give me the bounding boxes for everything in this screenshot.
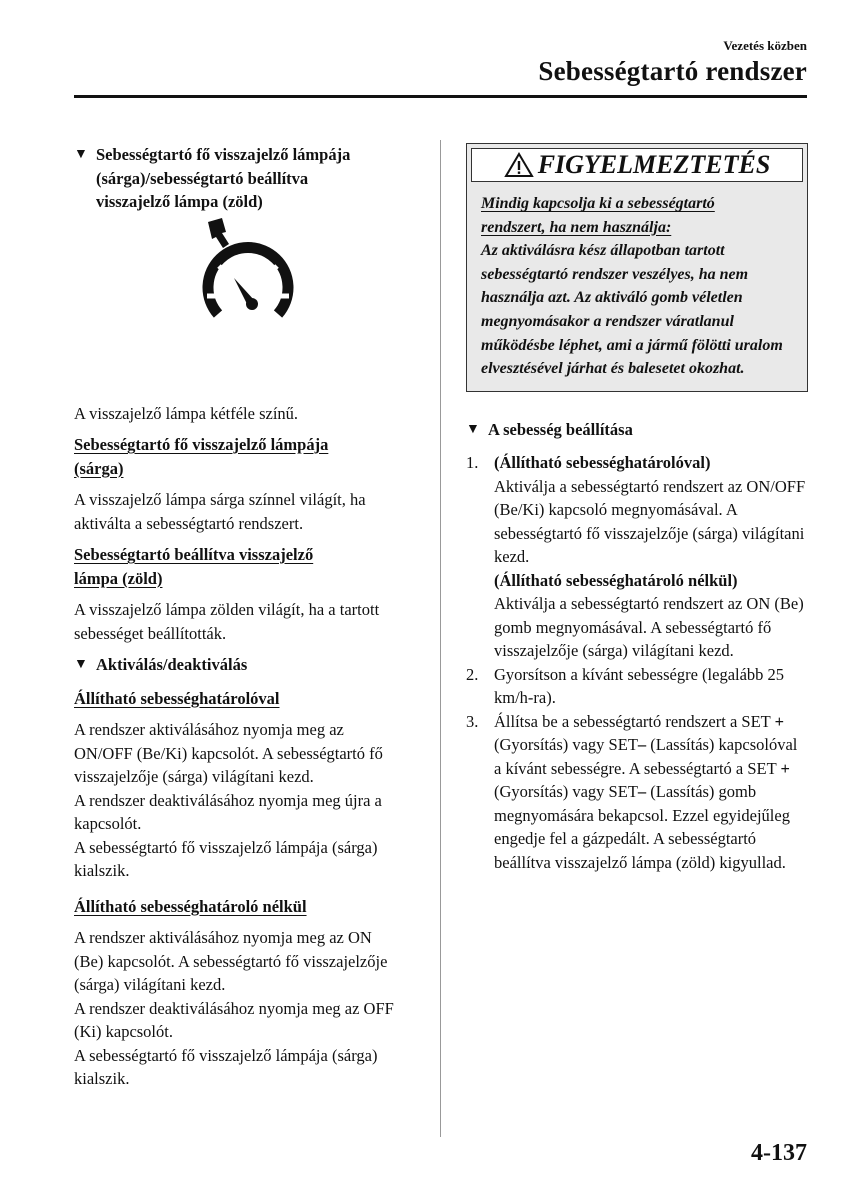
paragraph: A rendszer deaktiválásához nyomja meg újra a kapcsolót. <box>74 790 382 833</box>
heading-text: A sebesség beállítása <box>488 419 633 439</box>
cruise-indicator-figure <box>74 218 404 388</box>
warning-lead: Mindig kapcsolja ki a sebességtartó <box>481 195 715 212</box>
subsection-heading-line: Sebességtartó fő visszajelző lámpája <box>74 435 329 454</box>
paragraph: A sebességtartó fő visszajelző lámpája (sárga) kialszik. <box>74 1045 378 1088</box>
heading-line: (sárga)/sebességtartó beállítva <box>96 168 309 188</box>
paragraph: A visszajelző lámpa sárga színnel világít, ha aktiválta a sebességtartó rendszert. <box>74 490 366 533</box>
list-item <box>466 663 808 710</box>
list-item <box>466 451 808 663</box>
step-number: 3. <box>466 711 479 731</box>
header-rule <box>74 95 807 98</box>
paragraph: A visszajelző lámpa kétféle színű. <box>74 403 299 423</box>
step-text: (Lassítás) gomb megnyomására bekapcsol. Ezzel egyidejűleg engedje fel a gázpedált. A sebességtartó beállítva visszajelző lámpa (zöld) kigyullad. <box>494 782 790 872</box>
warning-lead: rendszert, ha nem használja: <box>481 218 672 236</box>
warning-title: FIGYELMEZTETÉS <box>537 150 771 180</box>
step-text: Gyorsítson a kívánt sebességre (legalább 25 km/h-ra). <box>494 664 785 708</box>
plus-icon: + <box>780 758 790 778</box>
step-number: 1. <box>466 453 479 473</box>
cruise-control-icon <box>200 218 296 330</box>
step-subheading: (Állítható sebességhatároló nélkül) <box>494 570 738 590</box>
minus-icon: – <box>637 782 647 802</box>
triangle-down-icon: ▼ <box>466 421 480 437</box>
left-column <box>74 143 404 1091</box>
warning-text: Az aktiválásra kész állapotban tartott sebességtartó rendszer veszélyes, ha nem használja azt. Az aktiváló gomb véletlen megnyomásakor a rendszer váratlanul működésbe léphet, ami a jármű fölötti uralom elvesztésével járhat és balesetet okozhat. <box>481 242 783 378</box>
step-text: Aktiválja a sebességtartó rendszert az ON (Be) gomb megnyomásával. A sebességtartó fő visszajelzője (sárga) világítani kezd. <box>494 594 804 661</box>
column-divider <box>440 140 441 1137</box>
triangle-down-icon: ▼ <box>74 147 88 162</box>
paragraph: A rendszer aktiválásához nyomja meg az ON/OFF (Be/Ki) kapcsolót. A sebességtartó fő visszajelzője (sárga) világítani kezd. <box>74 720 383 786</box>
step-text: (Gyorsítás) vagy SET <box>494 735 638 755</box>
heading-line: Sebességtartó fő visszajelző lámpája <box>96 145 351 164</box>
step-text: (Lassítás) kapcsolóval a kívánt sebességre. A sebességtartó a SET <box>494 735 798 778</box>
page-number: 4-137 <box>751 1140 807 1166</box>
paragraph: A sebességtartó fő visszajelző lámpája (sárga) kialszik. <box>74 837 378 880</box>
subsection-heading-line: (sárga) <box>74 458 124 478</box>
step-text: (Gyorsítás) vagy SET <box>494 782 638 802</box>
section-heading-indicator <box>74 143 404 214</box>
section-heading-indicator <box>74 653 404 677</box>
paragraph: A visszajelző lámpa zölden világít, ha a tartott sebességet beállították. <box>74 600 380 643</box>
minus-icon: – <box>637 735 647 755</box>
right-column <box>466 143 808 874</box>
subsection-heading-line: lámpa (zöld) <box>74 568 163 588</box>
header-section-label: Vezetés közben <box>723 38 807 53</box>
warning-body <box>467 186 807 391</box>
subsection-heading: Állítható sebességhatárolóval <box>74 688 280 708</box>
section-heading-indicator <box>466 418 808 442</box>
warning-triangle-icon <box>504 152 534 178</box>
paragraph: A rendszer aktiválásához nyomja meg az ON (Be) kapcsolót. A sebességtartó fő visszajelzője (sárga) világítani kezd. <box>74 928 388 994</box>
step-text: Aktiválja a sebességtartó rendszert az ON/OFF (Be/Ki) kapcsoló megnyomásával. A sebességtartó fő visszajelzője (sárga) világítani kezd. <box>494 476 806 567</box>
subsection-heading <box>74 543 404 590</box>
list-item <box>466 710 808 875</box>
warning-title-bar <box>471 148 803 182</box>
step-subheading: (Állítható sebességhatárolóval) <box>494 453 711 473</box>
subsection-heading: Állítható sebességhatároló nélkül <box>74 896 307 916</box>
steps-list <box>466 451 808 874</box>
subsection-heading-line: Sebességtartó beállítva visszajelző <box>74 545 314 564</box>
page-title: Sebességtartó rendszer <box>538 56 807 86</box>
step-text: Állítsa be a sebességtartó rendszert a SET <box>494 711 771 731</box>
warning-box <box>466 143 808 392</box>
heading-line: visszajelző lámpa (zöld) <box>96 192 263 211</box>
heading-text: Aktiválás/deaktiválás <box>96 655 248 674</box>
paragraph: A rendszer deaktiválásához nyomja meg az OFF (Ki) kapcsolót. <box>74 998 394 1041</box>
plus-icon: + <box>774 711 784 731</box>
step-number: 2. <box>466 664 479 684</box>
subsection-heading <box>74 433 404 480</box>
triangle-down-icon: ▼ <box>74 657 88 672</box>
